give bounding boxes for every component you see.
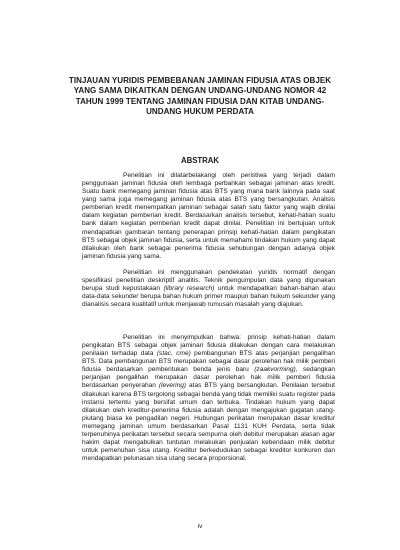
document-title: TINJAUAN YURIDIS PEMBEBANAN JAMINAN FIDUSIA ATAS OBJEK YANG SAMA DIKAITKAN DENGAN UNDANG-UNDANG NOMOR 42 TAHUN 1999 TENTANG JAMINAN FIDUSIA DAN KITAB UNDANG-UNDANG HUKUM PERDATA xyxy=(68,76,332,117)
paragraph-text: untuk mendapatkan bahan-bahan atau data-data sekunder berupa bahan hukum primer maupun bahan hukum sekunder yang dianalisis secara kualitatif untuk menjawab rumusan masalah yang diajukan. xyxy=(82,285,335,309)
paragraph-text: atas BTS yang bersangkutan. Penilaian tersebut dilakukan karena BTS tergolong sebagai benda yang tidak memiliki suatu register pada instansi tertentu yang bersifat umum dan terbuka. Tindakan hukum yang dapat dilakukan oleh kreditur-penerima fidusia adalah dengan mengajukan gugatan utang-piutang biasa ke pengadilan negeri. Hubungan perikatan merupakan dasar kreditur memegang jaminan umum berdasarkan Pasal 1131 KUH Perdata, serta tidak terpenuhinya perikatan tersebut secara sempurna oleh debitur merupakan alasan agar hakim dapat mengabulkan tuntutan melakukan penjualan kebendaan milik debitur untuk pemenuhan sisa utang. Kreditur berkedudukan sebagai kreditor konkuren dan mendapatkan pelunasan sisa utang secara proporsional. xyxy=(82,382,335,463)
italic-term: (zaakvorming) xyxy=(254,366,296,374)
paragraph-text: Penelitian ini menyimpulkan bahwa: prinsip kehati-hatian dalam pengikatan BTS sebagai objek jaminan fidusia dilakukan dengan cara melakukan penilaian terhadap data xyxy=(82,334,335,358)
paragraph-text: , sedangkan perjanjian pengalihan merupakan dasar perolehan hak milik pemberi fidusia berdasarkan penyerahan xyxy=(82,366,335,390)
abstract-paragraph-1 xyxy=(82,172,335,261)
italic-term: (stac, cme) xyxy=(156,350,191,358)
abstract-paragraph-3 xyxy=(82,334,335,463)
italic-term: (library research) xyxy=(163,285,215,293)
paragraph-text: Penelitian ini menggunakan pendekatan yuridis normatif dengan spesifikasi penelitian deskriptif analitis. Teknik pengumpulan data yang digunakan berupa studi kepustakaan xyxy=(82,269,335,293)
paragraph-text: Penelitian ini dilatarbelakangi oleh peristiwa yang terjadi dalam penggunaan jaminan fidusia oleh lembaga perbankan sebagai jaminan atas kredit. Suatu bank memegang jaminan fidusia atas BTS yang mana bank lainnya pada saat yang sama juga memegang jaminan fidusia atas BTS yang bersangkutan. Analisis pemberian kredit menempatkan jaminan sebagai salah satu faktor yang wajib dinilai dalam kegiatan pemberian kredit. Berdasarkan analisis tersebut, kehati-hatian suatu bank dalam kegiatan pemberian kredit dapat dinilai. Penelitian ini bertujuan untuk mendapatkan gambaran tentang penerapan prinsip kehati-hatian dalam pengikatan BTS sebagai objek jaminan fidusia, serta untuk memahami tindakan hukum yang dapat dilakukan oleh bank sebagai penerima fidusia sehubungan dengan adanya objek jaminan fidusia yang sama. xyxy=(82,172,335,260)
paragraph-text: pembangunan BTS atas perjanjian pengalihan BTS. Data pembangunan BTS merupakan sebagai dasar perolehan hak milik pemberi fidusia berdasarkan pembentukan benda jenis baru xyxy=(82,350,335,374)
abstract-paragraph-2 xyxy=(82,269,335,309)
abstract-heading: ABSTRAK xyxy=(180,156,220,165)
page-number: iv xyxy=(197,523,203,530)
italic-term: (levering) xyxy=(158,382,187,390)
